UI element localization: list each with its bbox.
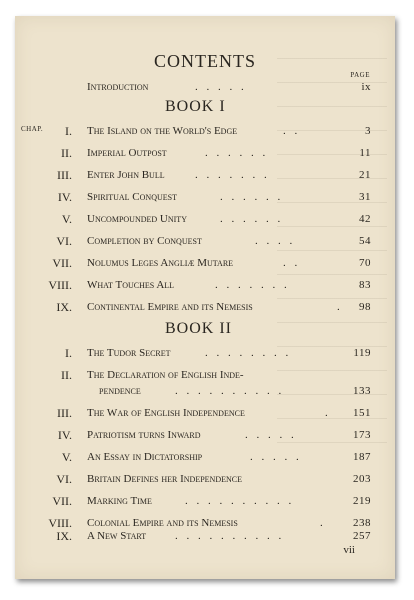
leader-dots: . . . . . . bbox=[220, 191, 284, 203]
chapter-title: A New Start bbox=[87, 530, 147, 542]
chapter-title: What Touches All bbox=[87, 279, 175, 291]
leader-dots: . bbox=[337, 301, 343, 313]
chapter-title: Uncompounded Unity bbox=[87, 213, 187, 225]
chapter-number: VI. bbox=[56, 472, 72, 486]
toc-row bbox=[15, 428, 395, 442]
chapter-title: Imperial Outpost bbox=[87, 147, 167, 159]
leader-dots: . . . . . . . . . . bbox=[185, 495, 295, 507]
chapter-title: An Essay in Dictatorship bbox=[87, 451, 203, 463]
leader-dots: . . . . bbox=[255, 235, 296, 247]
chapter-number: II. bbox=[61, 146, 72, 160]
leader-dots: . . . . . . . bbox=[215, 279, 290, 291]
introduction-entry bbox=[15, 80, 395, 94]
toc-row bbox=[15, 346, 395, 360]
chapter-number: III. bbox=[57, 168, 72, 182]
page-number: 83 bbox=[359, 279, 371, 291]
chapter-title: The Tudor Secret bbox=[87, 347, 171, 359]
page-number: 3 bbox=[365, 125, 371, 137]
toc-row bbox=[15, 168, 395, 182]
toc-row bbox=[15, 472, 395, 486]
leader-dots: . . . . . bbox=[250, 451, 302, 463]
page-number: 11 bbox=[359, 147, 371, 159]
toc-row bbox=[15, 516, 395, 530]
chapter-number: I. bbox=[65, 346, 72, 360]
chapter-number: V. bbox=[61, 212, 72, 226]
chapter-title: Britain Defines her Independence bbox=[87, 473, 242, 485]
leader-dots: . . . . . . . . bbox=[205, 347, 292, 359]
toc-row bbox=[15, 450, 395, 464]
chapter-title: Marking Time bbox=[87, 495, 152, 507]
toc-row-continuation bbox=[15, 384, 395, 398]
page-number: 42 bbox=[359, 213, 371, 225]
chapter-title: Colonial Empire and its Nemesis bbox=[87, 517, 238, 529]
leader-dots: . . bbox=[283, 125, 301, 137]
chapter-number: III. bbox=[57, 406, 72, 420]
chapter-number: II. bbox=[61, 368, 72, 382]
page-number: 31 bbox=[359, 191, 371, 203]
chapter-number: VII. bbox=[52, 256, 72, 270]
chapter-number: VIII. bbox=[48, 278, 72, 292]
toc-row bbox=[15, 234, 395, 248]
leader-dots: . bbox=[320, 517, 326, 529]
page-number: 151 bbox=[353, 407, 371, 419]
page-number: 21 bbox=[359, 169, 371, 181]
folio-number: vii bbox=[343, 544, 355, 556]
page-number: 257 bbox=[353, 530, 371, 542]
chapter-number: V. bbox=[61, 450, 72, 464]
chapter-title: Nolumus Leges Angliæ Mutare bbox=[87, 257, 234, 269]
chapter-number: IV. bbox=[57, 428, 72, 442]
chapter-title: The Island on the World's Edge bbox=[87, 125, 238, 137]
chapter-number: VIII. bbox=[48, 516, 72, 530]
leader-dots: . . . . . . bbox=[205, 147, 269, 159]
leader-dots: . . . . . . . bbox=[195, 169, 270, 181]
page-number: 219 bbox=[353, 495, 371, 507]
page-number: 203 bbox=[353, 473, 371, 485]
chapter-title: The War of English Independence bbox=[87, 407, 245, 419]
page-number: 173 bbox=[353, 429, 371, 441]
chapter-title: Enter John Bull bbox=[87, 169, 165, 181]
chapter-number: VII. bbox=[52, 494, 72, 508]
page-column-label: PAGE bbox=[350, 71, 370, 79]
chapter-number: IV. bbox=[57, 190, 72, 204]
page-number: 133 bbox=[353, 385, 371, 397]
leader-dots: . . . . . . . . . . bbox=[175, 385, 285, 397]
toc-row bbox=[15, 494, 395, 508]
toc-row bbox=[15, 212, 395, 226]
toc-row bbox=[15, 256, 395, 270]
toc-row bbox=[15, 406, 395, 420]
book-two-heading: BOOK II bbox=[165, 320, 232, 337]
chapter-title: Continental Empire and its Nemesis bbox=[87, 301, 253, 313]
chapter-column-label: CHAP. bbox=[21, 125, 44, 133]
leader-dots: . . . . . . . . . . bbox=[175, 530, 285, 542]
toc-row bbox=[15, 529, 395, 543]
leader-dots: . bbox=[325, 407, 331, 419]
page-number: 98 bbox=[359, 301, 371, 313]
chapter-number: IX. bbox=[56, 300, 72, 314]
toc-row bbox=[15, 146, 395, 160]
toc-row bbox=[15, 190, 395, 204]
leader-dots: . . . . . . bbox=[220, 213, 284, 225]
entry-title: Introduction bbox=[87, 81, 149, 93]
chapter-number: VI. bbox=[56, 234, 72, 248]
leader-dots: . . . . . bbox=[195, 81, 247, 93]
chapter-title: Patriotism turns Inward bbox=[87, 429, 201, 441]
book-page bbox=[15, 16, 395, 579]
toc-row bbox=[15, 124, 395, 138]
page-number: 187 bbox=[353, 451, 371, 463]
page-number: 70 bbox=[359, 257, 371, 269]
page-number: 54 bbox=[359, 235, 371, 247]
leader-dots: . . . . . bbox=[245, 429, 297, 441]
entry-page: ix bbox=[361, 81, 371, 93]
page-title: CONTENTS bbox=[154, 51, 256, 71]
toc-row bbox=[15, 368, 395, 382]
book-one-heading: BOOK I bbox=[165, 98, 226, 115]
leader-dots: . . bbox=[283, 257, 301, 269]
chapter-title-continuation: pendence bbox=[99, 385, 141, 397]
chapter-number: I. bbox=[65, 124, 72, 138]
page-number: 238 bbox=[353, 517, 371, 529]
toc-row bbox=[15, 278, 395, 292]
toc-row bbox=[15, 300, 395, 314]
chapter-title: Completion by Conquest bbox=[87, 235, 202, 247]
chapter-number: IX. bbox=[56, 529, 72, 543]
chapter-title: Spiritual Conquest bbox=[87, 191, 177, 203]
page-number: 119 bbox=[353, 347, 371, 359]
chapter-title: The Declaration of English Inde- bbox=[87, 369, 244, 381]
